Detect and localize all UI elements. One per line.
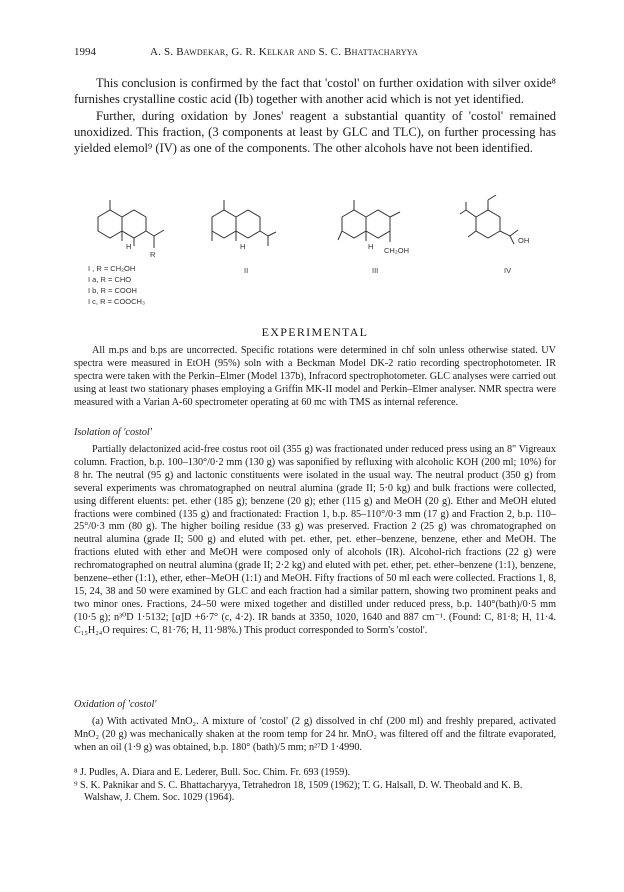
experimental-intro <box>74 345 556 410</box>
structure-i <box>88 192 178 267</box>
subsection-title: Isolation of 'costol' <box>74 427 152 438</box>
subsection-title: Oxidation of 'costol' <box>74 699 157 710</box>
structure-i-drawing <box>88 192 178 262</box>
compound-label-iii: III <box>372 266 379 275</box>
chemical-structures <box>74 192 556 332</box>
paragraph: This conclusion is confirmed by the fact that 'costol' on further oxidation with silver oxide⁸ furnishes crystalline costic acid (Ib) together with another acid which is not yet identified. <box>74 76 556 107</box>
paragraph: Partially delactonized acid-free costus root oil (355 g) was fractionated under reduced press using an 8" Vigreaux column. Fraction, b.p. 100–130°/0·2 mm (130 g) was saponified by refluxing with alcoholic KOH (200 ml; 10%) for 8 hr. The neutral (95 g) and lactonic constituents were isolated in the usual way. The neutral product (350 g) from several experiments was chromatographed on neutral alumina (grade II; 5·0 kg) and bulk fractions were collected, using different eluents: pet. ether (185 g); benzene (20 g); ether (115 g) and MeOH (20 g). Ether and MeOH eluted fractions were combined (135 g) and fractionated: Fraction 1, b.p. 85–110°/0·3 mm (17 g) and Fraction 2, b.p. 110–25°/0·3 mm (80 g). The higher boiling residue (33 g) was preserved. Fraction 2 (25 g) was chromatographed on neutral alumina (grade II; 500 g) and eluted with pet. ether, pet. ether–benzene, benzene, ether and MeOH. The fractions eluted with ether and MeOH were composed only of alcohols (IR). Alcohol-rich fractions (22 g) were rechromatographed on neutral alumina (grade II; 2·2 kg) and eluted with pet. ether, pet. ether–benzene (1:1), benzene, benzene–ether (1:1), ether, ether–MeOH (1:1) and MeOH. Fifty fractions of 50 ml each were collected. Fractions 1, 8, 15, 24, 38 and 50 were examined by GLC and each fraction had a similar pattern, showing two prominent peaks and two minor ones. Fractions, 24–50 were mixed together and distilled under reduced press, b.p. 140°(bath)/0·5 mm (10·5 g); n³⁰D 1·5132; [α]D +6·7° (c, 4·2). IR bands at 3350, 1020, 1640 and 887 cm⁻¹. (Found: C, 81·8; H, 11·4. C₁₅H₂₄O requires: C, 81·76; H, 11·98%.) This product corresponded to Sorm's 'costol'. <box>74 444 556 636</box>
footnotes <box>74 767 556 805</box>
compound-label-iv: IV <box>504 266 512 275</box>
atom-label-ch2oh: CH₂OH <box>384 246 409 255</box>
legend-line: I c, R = COOCH₃ <box>88 297 146 306</box>
structure-ii <box>202 192 292 267</box>
compound-label-ii: II <box>244 266 249 275</box>
footnote: ⁸ J. Pudles, A. Diara and E. Lederer, Bull. Soc. Chim. Fr. 693 (1959). <box>74 767 351 778</box>
legend-line: I a, R = CHO <box>88 275 132 284</box>
structure-iv-drawing <box>456 192 546 262</box>
structure-iii <box>332 192 422 267</box>
section-heading: EXPERIMENTAL <box>261 325 369 339</box>
paragraph: (a) With activated MnO₂. A mixture of 'costol' (2 g) dissolved in chf (200 ml) and freshly prepared, activated MnO₂ (20 g) was mechanically shaken at the room temp for 24 hr. MnO₂ was filtered off and the filtrate evaporated, when an oil (1·9 g) was obtained, b.p. 180° (bath)/5 mm; n²⁷D 1·4990. <box>74 716 556 753</box>
atom-label-h: H <box>240 242 246 251</box>
isolation-text <box>74 444 556 638</box>
legend-line: I b, R = COOH <box>88 286 137 295</box>
intro-text <box>74 75 556 156</box>
atom-label-oh: OH <box>518 236 530 245</box>
oxidation-text <box>74 716 556 755</box>
footnote: ⁹ S. K. Paknikar and S. C. Bhattacharyya, Tetrahedron 18, 1509 (1962); T. G. Halsall, D. W. Theobald and K. B. Walshaw, J. Chem. Soc. 1029 (1964). <box>74 779 523 804</box>
atom-label-r: R <box>150 250 156 259</box>
structure-ii-drawing <box>202 192 292 262</box>
atom-label-h: H <box>126 242 132 251</box>
structure-iv <box>456 192 546 267</box>
page-number: 1994 <box>74 46 96 58</box>
paragraph: All m.ps and b.ps are uncorrected. Specific rotations were determined in chf soln unless otherwise stated. UV spectra were measured in EtOH (95%) soln with a Beckman Model DK-2 ratio recording spectrophotometer. IR spectra were taken with the Perkin–Elmer (Model 137b), Infracord spectrophotometer. GLC analyses were carried out using at least two stationary phases employing a Griffin MK-II model and Perkin–Elmer analyser. NMR spectra were measured with a Varian A-60 spectrometer operating at 60 mc with TMS as internal reference. <box>74 345 556 408</box>
paragraph: Further, during oxidation by Jones' reagent a substantial quantity of 'costol' remained unoxidized. This fraction, (3 components at least by GLC and TLC), on further processing has yielded elemol⁹ (IV) as one of the components. The other alcohols have not been identified. <box>74 108 556 156</box>
author-line: A. S. Bawdekar, G. R. Kelkar and S. C. Bhattacharyya <box>150 46 418 58</box>
legend-line: I , R = CH₂OH <box>88 264 136 273</box>
structure-i-legend <box>88 263 145 307</box>
atom-label-h: H <box>368 242 374 251</box>
